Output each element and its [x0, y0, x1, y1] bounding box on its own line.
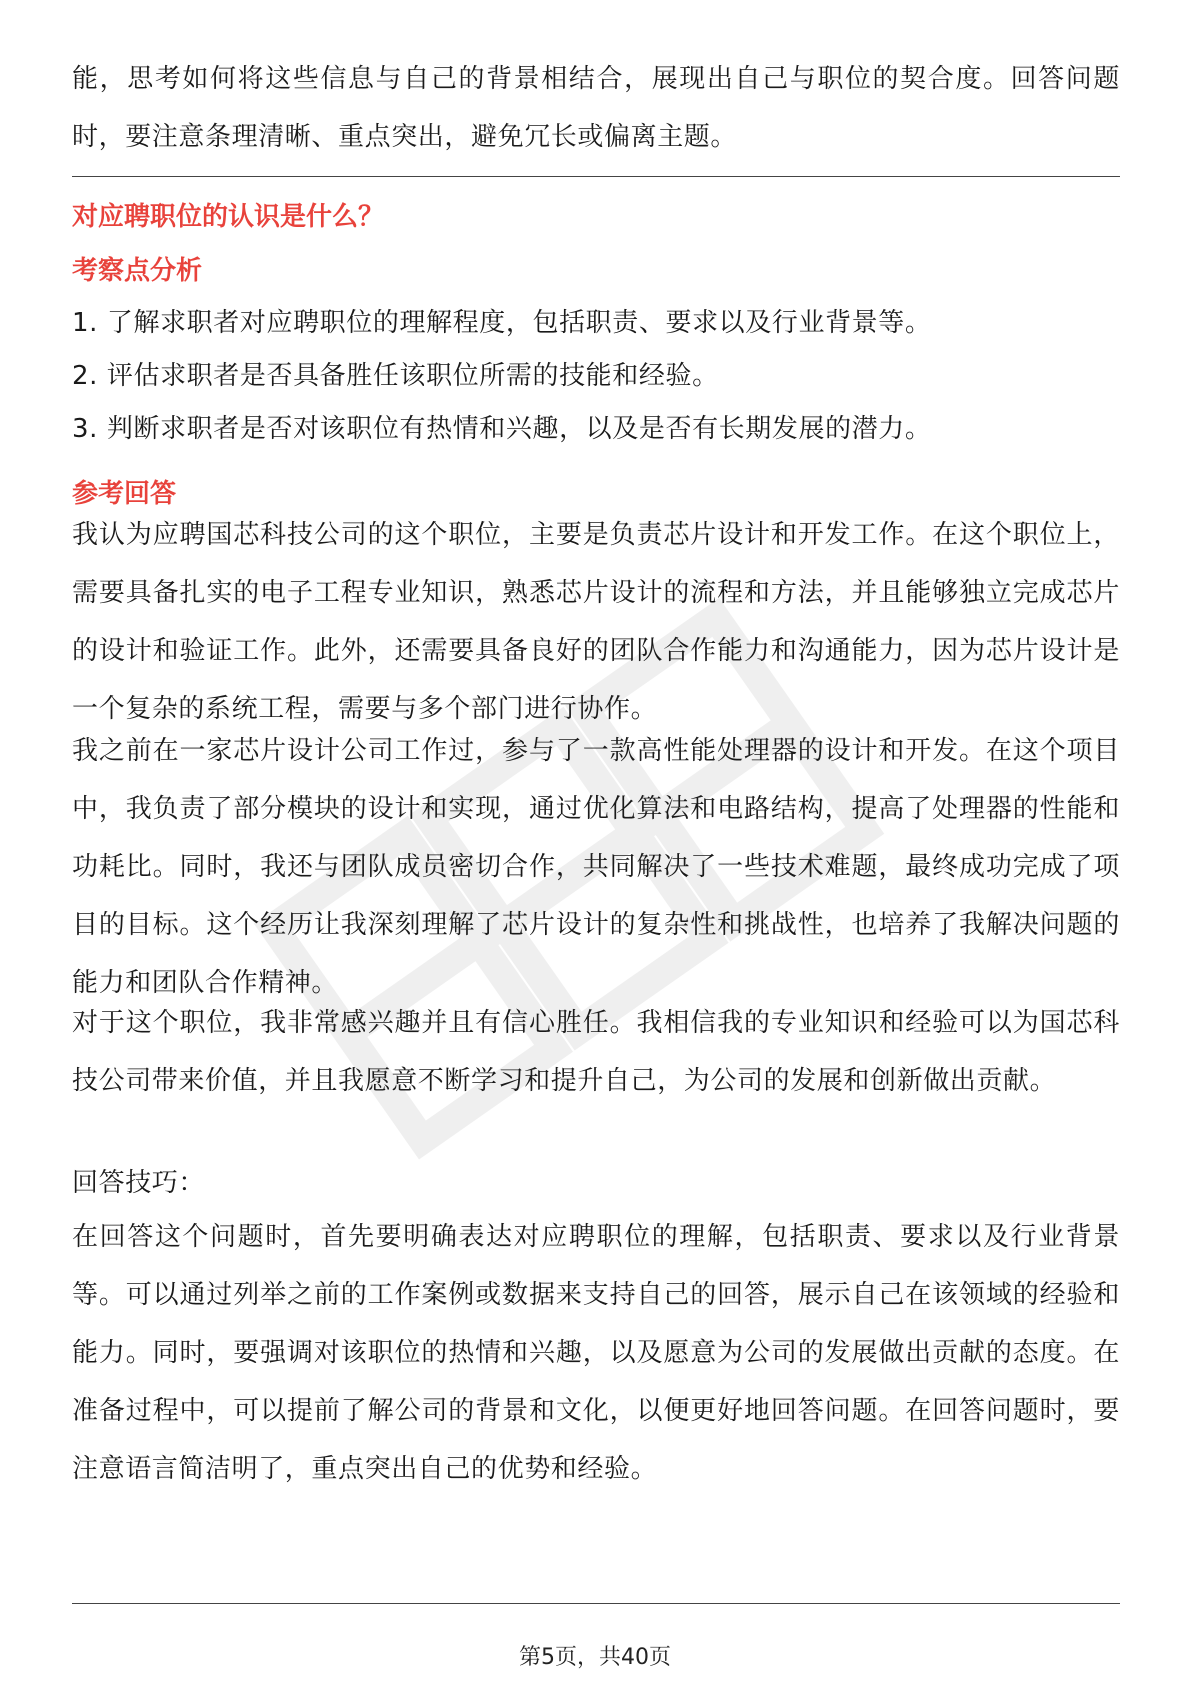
answer-heading: 参考回答: [72, 479, 177, 509]
analysis-item: 3. 判断求职者是否对该职位有热情和兴趣，以及是否有长期发展的潜力。: [72, 414, 932, 444]
tips-paragraph: 在回答这个问题时，首先要明确表达对应聘职位的理解，包括职责、要求以及行业背景等。可以通过列举之前的工作案例或数据来支持自己的回答，展示自己在该领域的经验和能力。同时，要强调对该职位的热情和兴趣，以及愿意为公司的发展做出贡献的态度。在准备过程中，可以提前了解公司的背景和文化，以便更好地回答问题。在回答问题时，要注意语言简洁明了，重点突出自己的优势和经验。: [72, 1222, 1120, 1484]
tips-heading-block: [72, 1154, 1120, 1212]
answer-paragraph: 我之前在一家芯片设计公司工作过，参与了一款高性能处理器的设计和开发。在这个项目中，我负责了部分模块的设计和实现，通过优化算法和电路结构，提高了处理器的性能和功耗比。同时，我还与团队成员密切合作，共同解决了一些技术难题，最终成功完成了项目的目标。这个经历让我深刻理解了芯片设计的复杂性和挑战性，也培养了我解决问题的能力和团队合作精神。: [72, 736, 1120, 998]
analysis-heading: 考察点分析: [72, 256, 203, 286]
question-title: 对应聘职位的认识是什么？: [72, 202, 385, 232]
intro-block: [72, 50, 1120, 166]
section-divider-top: [72, 176, 1120, 177]
answer-paragraph-2-block: [72, 722, 1120, 1012]
answer-paragraph-3-block: [72, 994, 1120, 1110]
answer-paragraph: 我认为应聘国芯科技公司的这个职位，主要是负责芯片设计和开发工作。在这个职位上，需要具备扎实的电子工程专业知识，熟悉芯片设计的流程和方法，并且能够独立完成芯片的设计和验证工作。此外，还需要具备良好的团队合作能力和沟通能力，因为芯片设计是一个复杂的系统工程，需要与多个部门进行协作。: [72, 520, 1120, 724]
answer-paragraph: 对于这个职位，我非常感兴趣并且有信心胜任。我相信我的专业知识和经验可以为国芯科技公司带来价值，并且我愿意不断学习和提升自己，为公司的发展和创新做出贡献。: [72, 1008, 1120, 1096]
footer-divider: [72, 1603, 1120, 1604]
tips-paragraph-block: [72, 1208, 1120, 1498]
intro-paragraph: 能，思考如何将这些信息与自己的背景相结合，展现出自己与职位的契合度。回答问题时，要注意条理清晰、重点突出，避免冗长或偏离主题。: [72, 64, 1120, 152]
answer-paragraph-1-block: [72, 506, 1120, 738]
analysis-item: 1. 了解求职者对应聘职位的理解程度，包括职责、要求以及行业背景等。: [72, 308, 932, 338]
analysis-item: 2. 评估求职者是否具备胜任该职位所需的技能和经验。: [72, 361, 719, 391]
tips-heading: 回答技巧：: [72, 1168, 206, 1198]
page-number: 第5页，共40页: [519, 1645, 671, 1670]
